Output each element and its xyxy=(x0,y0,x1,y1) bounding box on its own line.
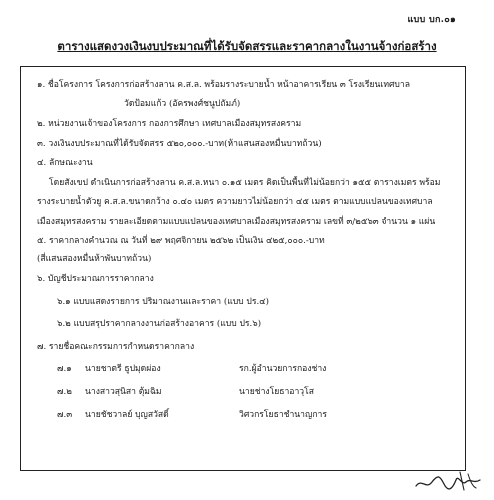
work-nature-line1: โดยสังเขป ดำเนินการก่อสร้างลาน ค.ส.ล.หนา ๐.๑๕ เมตร คิดเป็นพื้นที่ไม่น้อยกว่า ๑๕๕ ตารางเมตร พร้อม xyxy=(49,178,441,188)
price-schedule-heading: ๖. บัญชีประมาณการราคากลาง xyxy=(37,274,154,284)
content-frame xyxy=(20,66,466,471)
budget: ๓. วงเงินงบประมาณที่ได้รับจัดสรร ๕๒๐,๐๐๐.-บาท(ห้าแสนสองหมื่นบาทถ้วน) xyxy=(37,139,322,149)
owner-unit: ๒. หน่วยงานเจ้าของโครงการ กองการศึกษา เทศบาลเมืองสมุทรสงคราม xyxy=(37,119,302,129)
price-schedule-item-1: ๖.๑ แบบแสดงรายการ ปริมาณงานและราคา (แบบ ปร.๔) xyxy=(57,297,270,307)
form-code: แบบ บก.๐๑ xyxy=(407,15,456,25)
committee-number: ๗.๑ xyxy=(57,364,72,374)
committee-member-role: นายช่างโยธาอาวุโส xyxy=(239,387,314,397)
median-price-line2: (สี่แสนสองหมื่นห้าพันบาทถ้วน) xyxy=(37,254,152,264)
committee-number: ๗.๒ xyxy=(57,387,72,397)
document-title: ตารางแสดงวงเงินงบประมาณที่ได้รับจัดสรรและราคากลางในงานจ้างก่อสร้าง xyxy=(57,39,437,53)
committee-member-name: นายชัชวาลย์ บุญสวัสดิ์ xyxy=(85,410,169,420)
project-name-line1: ๑. ชื่อโครงการ โครงการก่อสร้างลาน ค.ส.ล. พร้อมรางระบายน้ำ หน้าอาคารเรียน ๓ โรงเรียนเทศบาล xyxy=(37,80,410,90)
committee-member-name: นายชาตรี ธูปมุดผ่อง xyxy=(85,364,161,374)
work-nature-line2: รางระบายน้ำตัวยู ค.ส.ล.ขนาดกว้าง ๐.๔๐ เมตร ความยาวไม่น้อยกว่า ๔๕ เมตร ตามแบบแปลนของเทศบาล xyxy=(37,197,433,207)
work-nature-line3: เมืองสมุทรสงคราม รายละเอียดตามแบบแปลนของเทศบาลเมืองสมุทรสงคราม เลขที่ ๓/๒๕๖๓ จำนวน ๑ แผ่น xyxy=(37,217,436,227)
project-name-line2: วัดป้อมแก้ว (อัครพงศ์ชนูปถัมภ์) xyxy=(124,99,241,109)
handwritten-signature xyxy=(414,468,484,494)
committee-heading: ๗. รายชื่อคณะกรรมการกำหนดราคากลาง xyxy=(37,342,195,352)
work-nature-heading: ๔. ลักษณะงาน xyxy=(37,158,93,168)
price-schedule-item-2: ๖.๒ แบบสรุปราคากลางงานก่อสร้างอาคาร (แบบ ปร.๖) xyxy=(57,319,262,329)
committee-number: ๗.๓ xyxy=(57,410,73,420)
committee-member-role: วิศวกรโยธาชำนาญการ xyxy=(239,410,327,420)
committee-member-name: นางสาวสุนิสา ตุ้มฉิม xyxy=(85,387,162,397)
median-price-line1: ๕. ราคากลางคำนวณ ณ วันที่ ๒๙ พฤศจิกายน ๒๕๖๒ เป็นเงิน ๔๒๕,๐๐๐.-บาท xyxy=(37,236,325,246)
committee-member-role: รก.ผู้อำนวยการกองช่าง xyxy=(239,364,327,374)
